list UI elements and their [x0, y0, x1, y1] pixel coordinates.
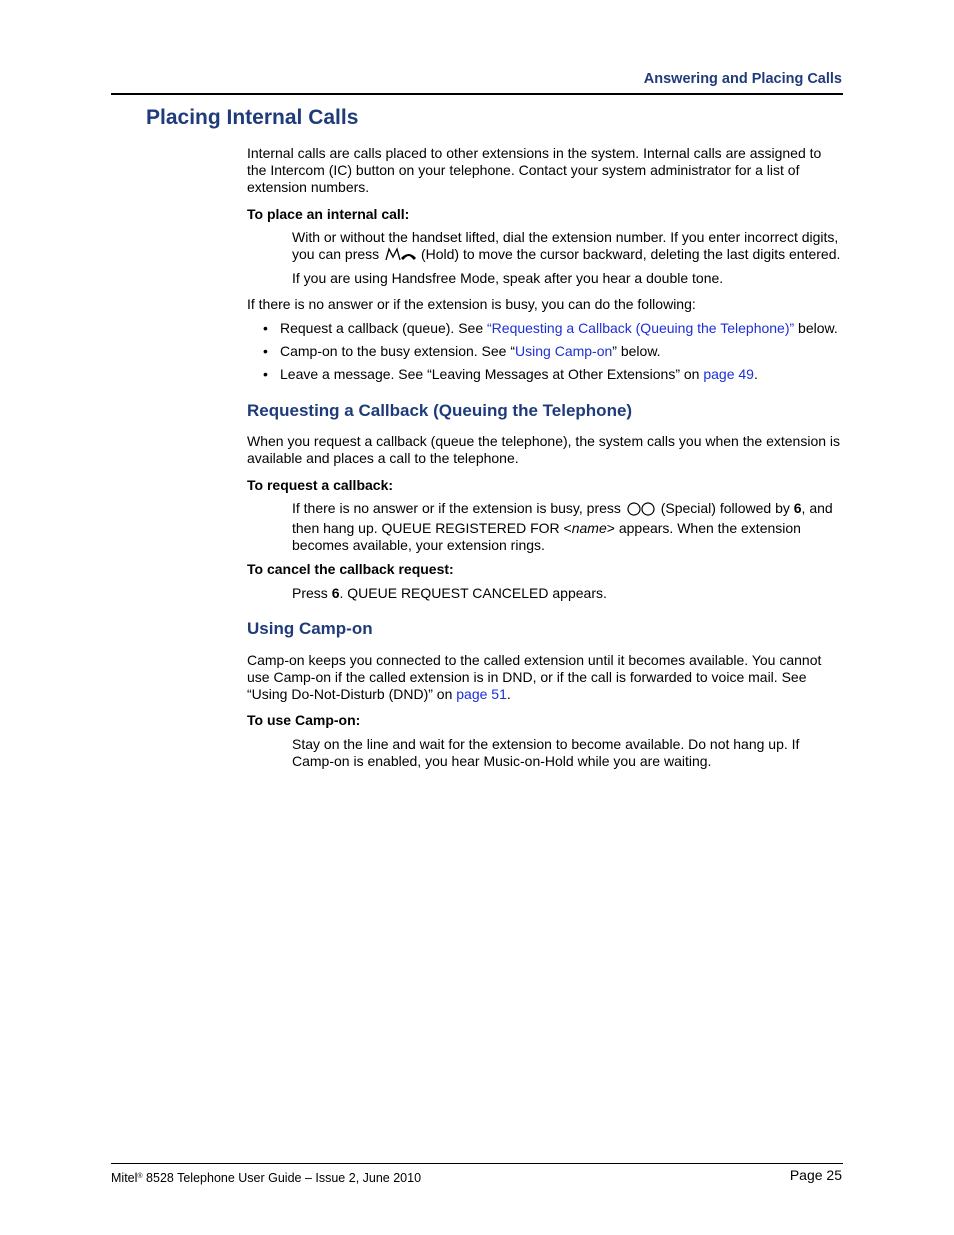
intro-paragraph: [247, 145, 843, 196]
use-camp-on-step: [292, 736, 843, 770]
footer-rule: [111, 1163, 843, 1164]
camp-on-heading: Using Camp-on: [247, 619, 373, 638]
running-header: Answering and Placing Calls: [643, 71, 842, 87]
callback-link[interactable]: “Requesting a Callback (Queuing the Telephone)”: [487, 320, 795, 336]
bullet: •: [263, 343, 268, 359]
bullet: •: [263, 366, 268, 382]
cancel-callback-step: Press 6. QUEUE REQUEST CANCELED appears.: [292, 585, 607, 601]
callback-line-1: When you request a callback (queue the telephone), the system calls you when the extension is: [247, 433, 841, 449]
request-callback-label: To request a callback:: [247, 477, 394, 493]
busy-intro: If there is no answer or if the extension is busy, you can do the following:: [247, 296, 696, 312]
place-step-1-line-1: With or without the handset lifted, dial the extension number. If you enter incorrect digits,: [292, 229, 839, 245]
callback-line-2: available and places a call to the telephone.: [247, 450, 519, 466]
page-number: Page 25: [789, 1167, 842, 1183]
bullet: •: [263, 320, 268, 336]
footer-document-title: Mitel® 8528 Telephone User Guide – Issue 2, June 2010: [111, 1171, 422, 1185]
request-line-3: becomes available, your extension rings.: [292, 537, 545, 553]
page-title: Placing Internal Calls: [146, 106, 359, 129]
place-call-label: To place an internal call:: [247, 206, 410, 222]
intro-line-2: the Intercom (IC) button on your telephone. Contact your system administrator for a list of: [247, 162, 800, 178]
camp-on-line-2: use Camp-on if the called extension is in DND, or if the call is forwarded to voice mail. See: [247, 669, 807, 685]
callback-paragraph: [247, 433, 843, 467]
request-line-2: then hang up. QUEUE REGISTERED FOR <name> appears. When the extension: [292, 520, 801, 536]
intro-line-1: Internal calls are calls placed to other extensions in the system. Internal calls are assigned to: [247, 145, 822, 161]
camp-on-paragraph: [247, 652, 843, 703]
header-rule: [111, 93, 843, 95]
request-line-1: If there is no answer or if the extension is busy, press (Special) followed by 6, and: [292, 500, 843, 520]
place-call-step-2: If you are using Handsfree Mode, speak after you hear a double tone.: [292, 270, 724, 286]
place-step-1-line-2: you can press (Hold) to move the cursor backward, deleting the last digits entered.: [292, 246, 843, 266]
cancel-callback-label: To cancel the callback request:: [247, 561, 454, 577]
page-51-link[interactable]: page 51: [456, 686, 507, 702]
page-49-link[interactable]: page 49: [703, 366, 754, 382]
use-camp-on-line-1: Stay on the line and wait for the extension to become available. Do not hang up. If: [292, 736, 800, 752]
intro-line-3: extension numbers.: [247, 179, 370, 195]
hold-key-icon: [383, 246, 417, 266]
place-call-step-1: [292, 229, 843, 266]
camp-on-link[interactable]: Using Camp-on: [515, 343, 613, 359]
camp-on-line-3: “Using Do-Not-Disturb (DND)” on page 51.: [247, 686, 511, 702]
use-camp-on-line-2: Camp-on is enabled, you hear Music-on-Hold while you are waiting.: [292, 753, 712, 769]
special-key-icon: [625, 502, 657, 520]
request-callback-step: [292, 500, 843, 554]
use-camp-on-label: To use Camp-on:: [247, 712, 361, 728]
callback-heading: Requesting a Callback (Queuing the Telephone): [247, 401, 633, 420]
camp-on-line-1: Camp-on keeps you connected to the called extension until it becomes available. You cannot: [247, 652, 822, 668]
